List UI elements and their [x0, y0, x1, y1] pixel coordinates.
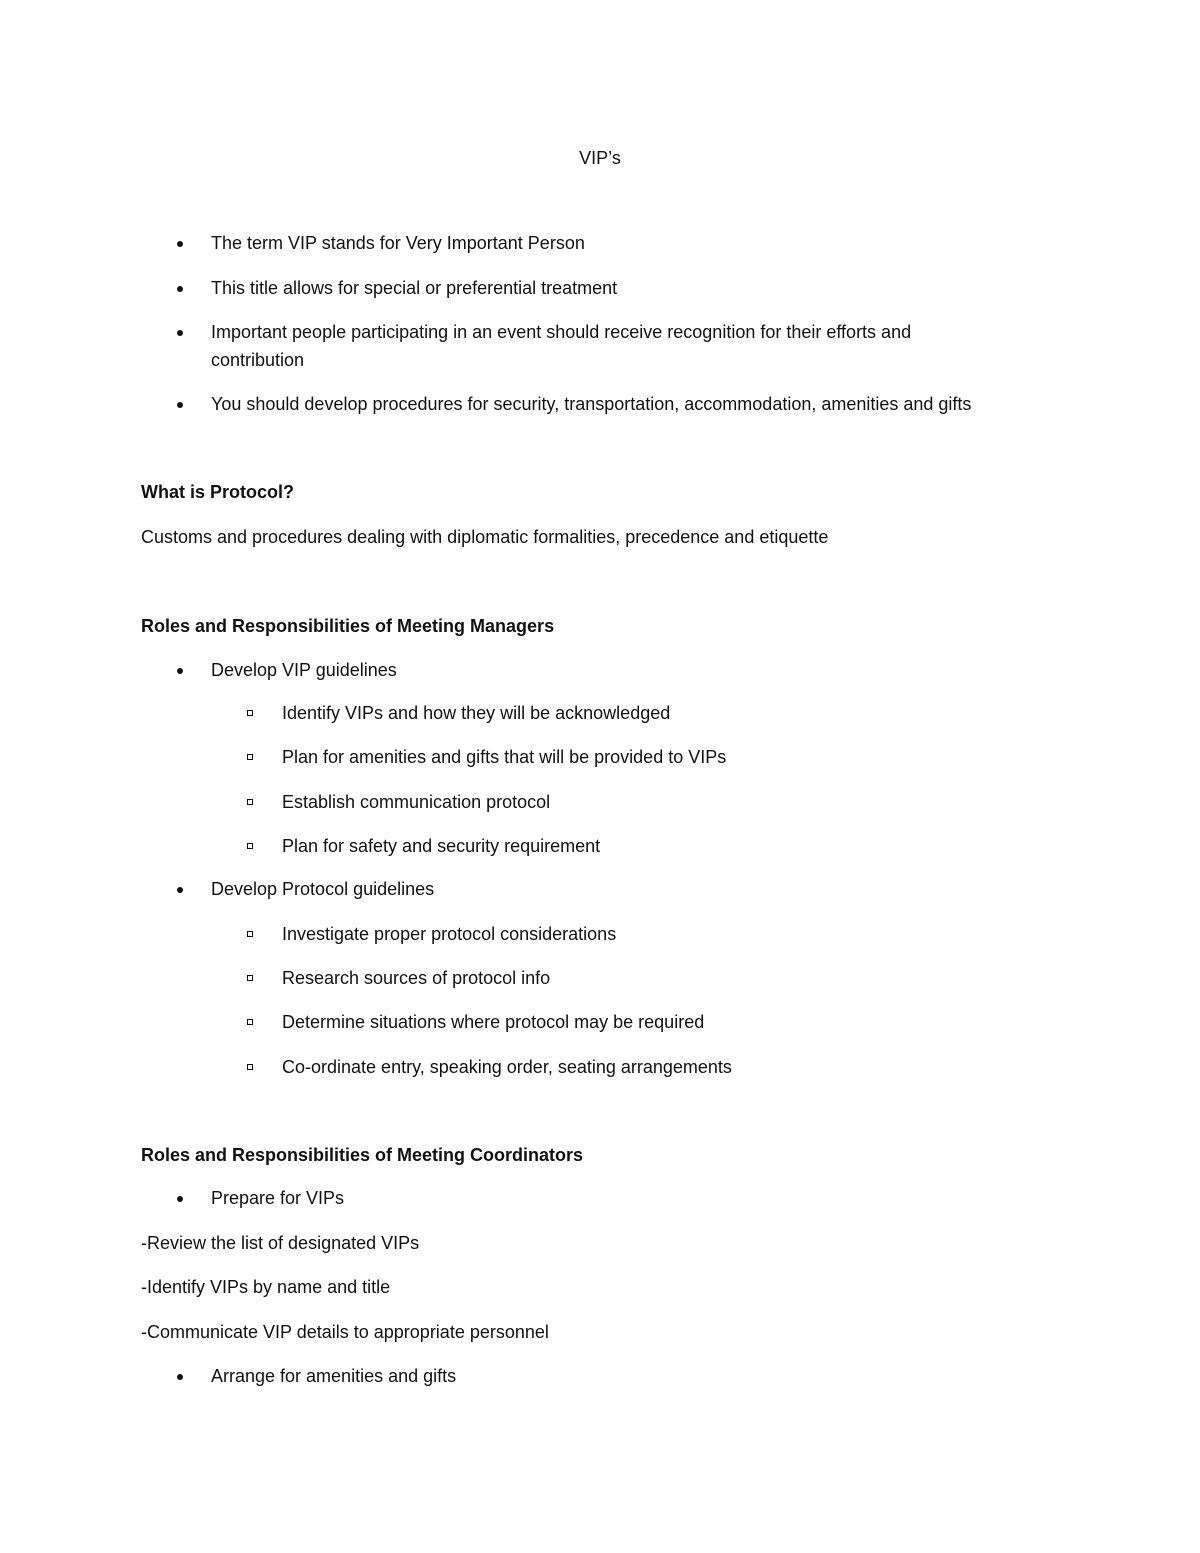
bullet-icon — [177, 241, 183, 247]
bullet-icon — [177, 402, 183, 408]
bullet-icon — [177, 330, 183, 336]
list-item: Prepare for VIPs — [211, 1188, 345, 1208]
sub-list-item: Plan for amenities and gifts that will be provided to VIPs — [282, 747, 727, 767]
sub-list-item: Co-ordinate entry, speaking order, seating arrangements — [282, 1057, 732, 1077]
bullet-icon — [177, 286, 183, 292]
sub-list-item: Plan for safety and security requirement — [282, 836, 601, 856]
bullet-icon — [177, 887, 183, 893]
list-item-continuation: contribution — [211, 350, 305, 370]
sub-list-item: Identify VIPs and how they will be acknowledged — [282, 703, 671, 723]
list-item: The term VIP stands for Very Important Person — [211, 233, 585, 253]
sub-bullet-icon — [247, 931, 253, 937]
page-title: VIP’s — [579, 148, 621, 168]
dash-item: -Communicate VIP details to appropriate personnel — [141, 1322, 549, 1342]
sub-bullet-icon — [247, 843, 253, 849]
bullet-icon — [177, 668, 183, 674]
sub-bullet-icon — [247, 1019, 253, 1025]
section-heading-managers: Roles and Responsibilities of Meeting Managers — [141, 616, 555, 636]
section-heading-protocol: What is Protocol? — [141, 482, 294, 502]
section-heading-coordinators: Roles and Responsibilities of Meeting Coordinators — [141, 1145, 584, 1165]
dash-item: -Identify VIPs by name and title — [141, 1277, 391, 1297]
list-item: You should develop procedures for security, transportation, accommodation, amenities and gifts — [211, 394, 972, 414]
bullet-icon — [177, 1196, 183, 1202]
list-item: This title allows for special or preferential treatment — [211, 278, 618, 298]
list-item: Arrange for amenities and gifts — [211, 1366, 457, 1386]
list-item: Important people participating in an event should receive recognition for their efforts and — [211, 322, 912, 342]
sub-bullet-icon — [247, 710, 253, 716]
sub-bullet-icon — [247, 799, 253, 805]
sub-list-item: Investigate proper protocol considerations — [282, 924, 617, 944]
sub-bullet-icon — [247, 754, 253, 760]
sub-list-item: Determine situations where protocol may be required — [282, 1012, 705, 1032]
protocol-definition: Customs and procedures dealing with diplomatic formalities, precedence and etiquette — [141, 527, 829, 547]
list-item: Develop Protocol guidelines — [211, 879, 435, 899]
sub-bullet-icon — [247, 1064, 253, 1070]
dash-item: -Review the list of designated VIPs — [141, 1233, 420, 1253]
list-item: Develop VIP guidelines — [211, 660, 397, 680]
sub-list-item: Research sources of protocol info — [282, 968, 551, 988]
sub-bullet-icon — [247, 975, 253, 981]
sub-list-item: Establish communication protocol — [282, 792, 551, 812]
bullet-icon — [177, 1374, 183, 1380]
